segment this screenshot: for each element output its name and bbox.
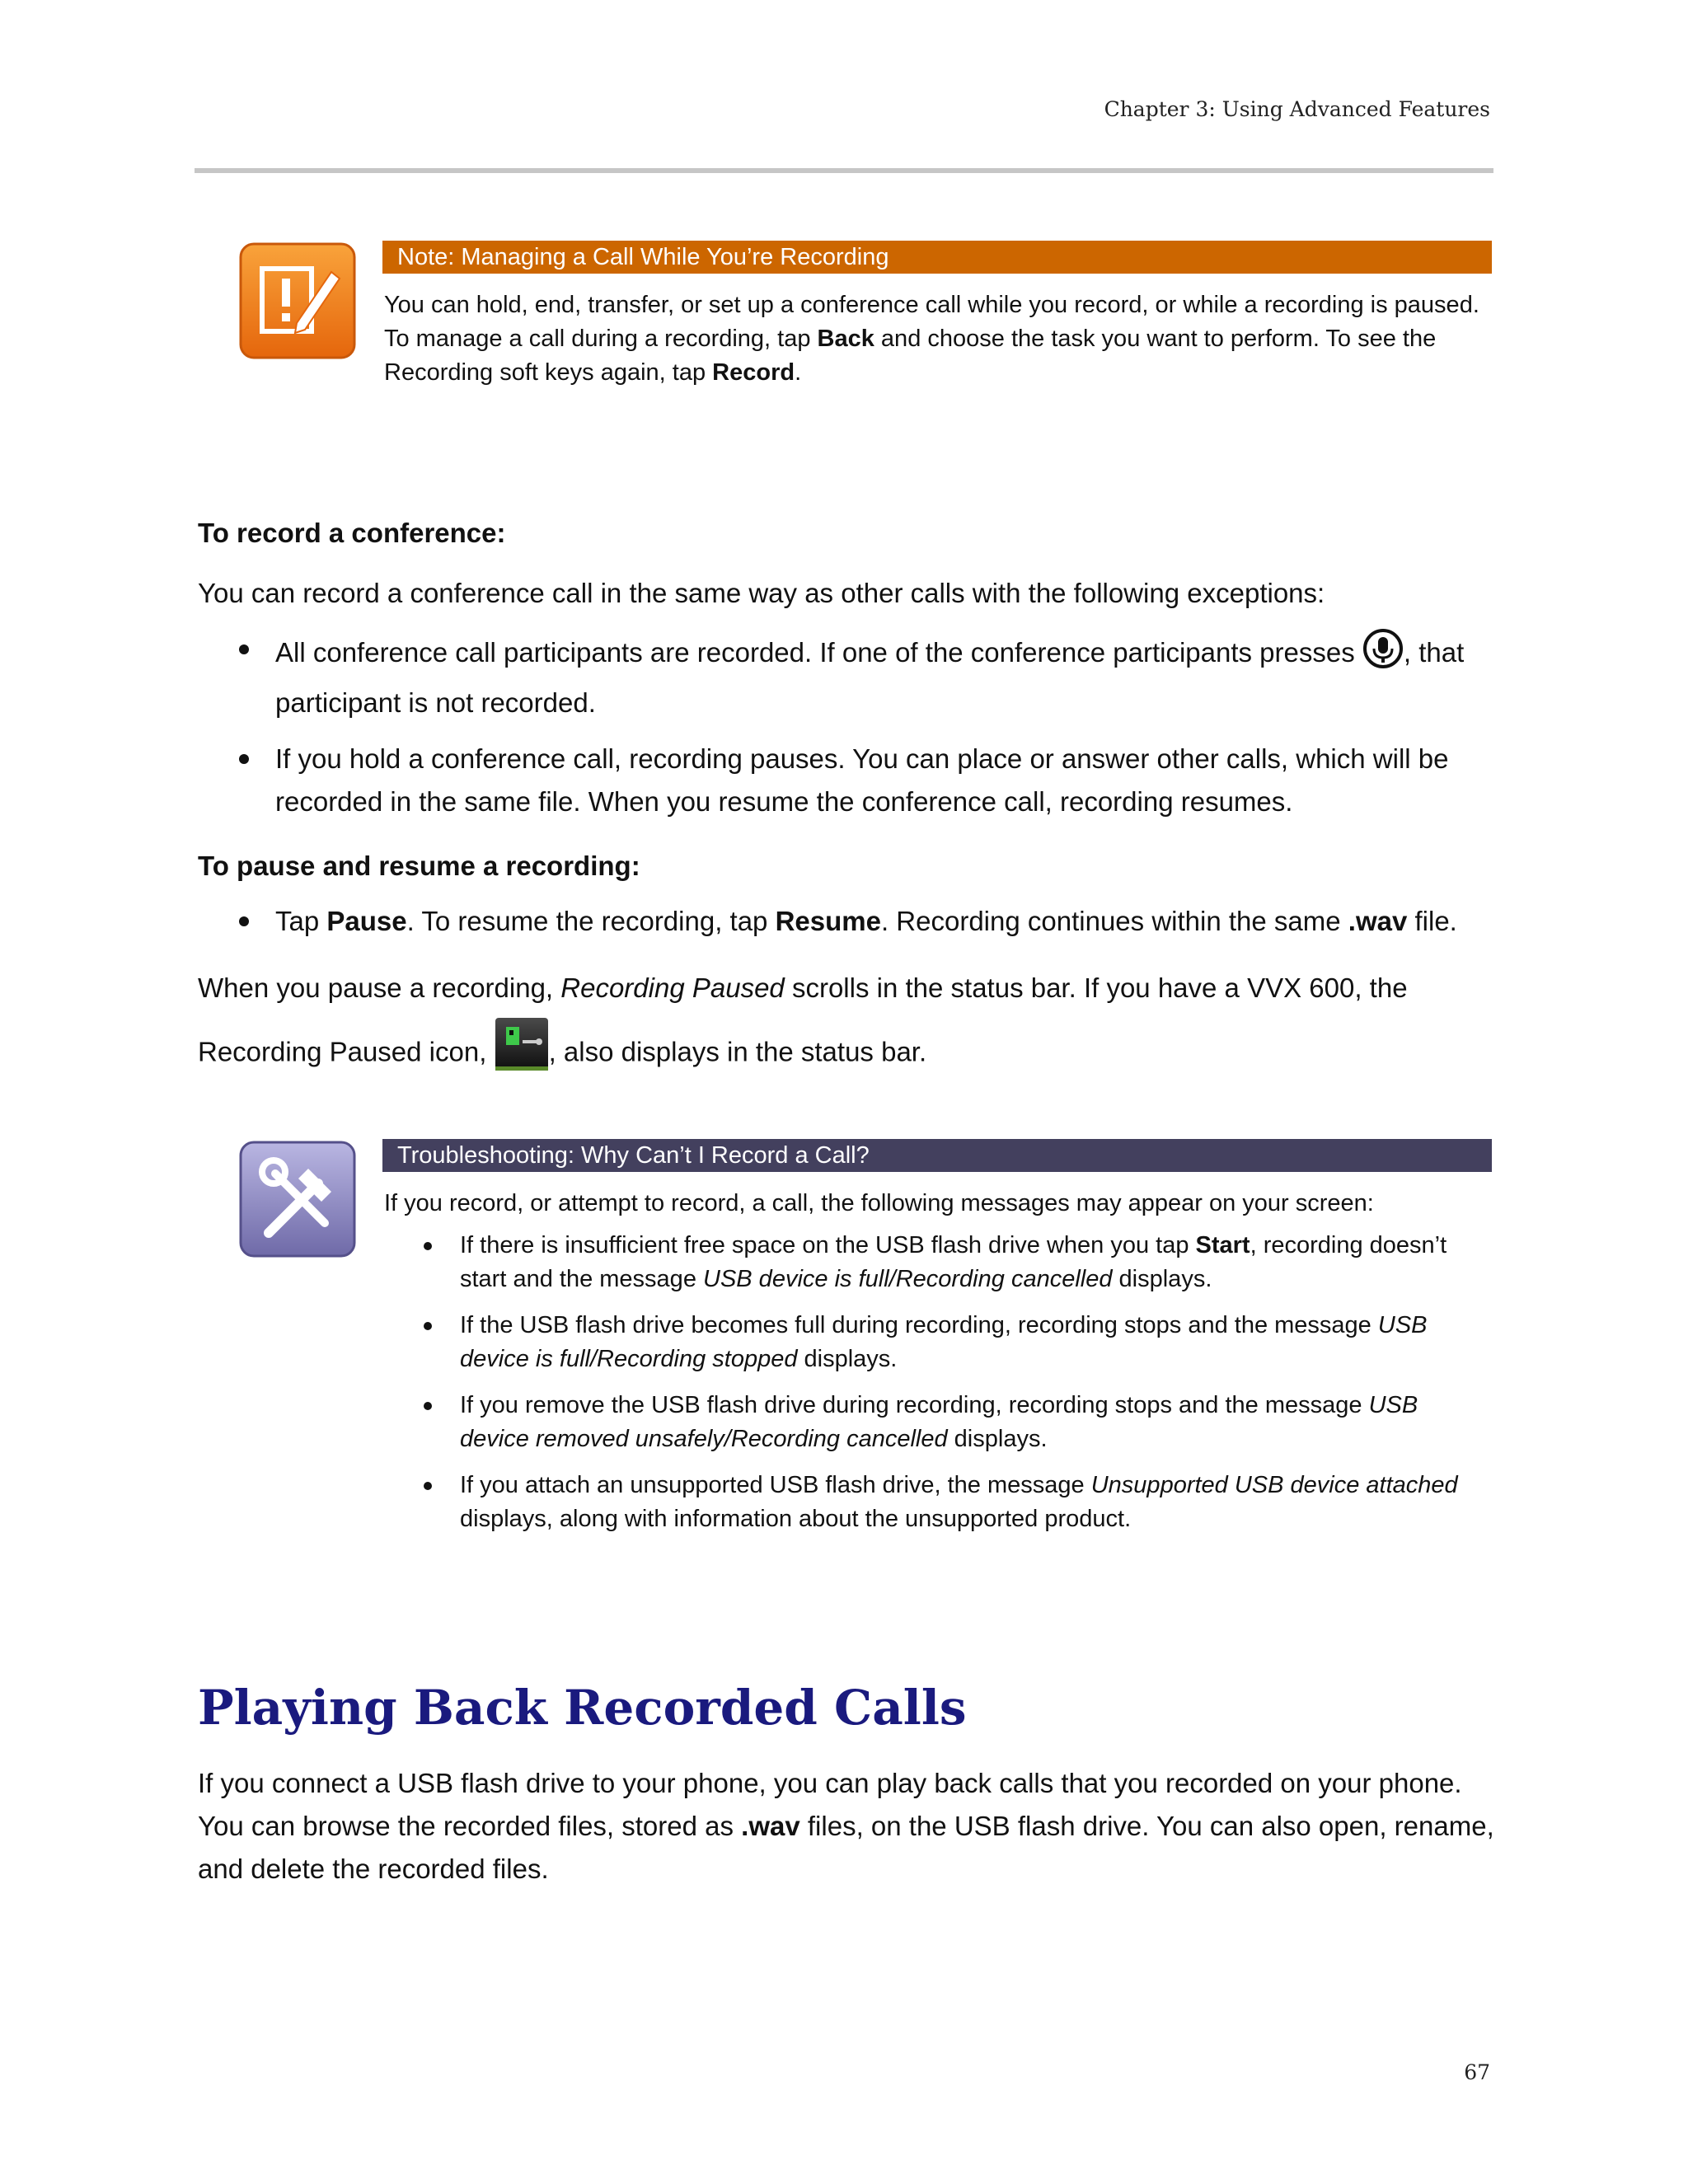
mute-microphone-icon bbox=[1362, 628, 1404, 682]
note-text: You can hold, end, transfer, or set up a conference call while you record, or while a recording is paused. To manage a call during a recording, tap Back and choose the task you want to perform. To see the Recording soft keys again, tap Record. bbox=[384, 292, 1479, 386]
note-callout bbox=[239, 241, 1492, 397]
hammer-wrench-icon bbox=[239, 1141, 356, 1258]
page-number: 67 bbox=[1464, 2060, 1490, 2084]
note-title: Note: Managing a Call While You’re Recording bbox=[382, 241, 1492, 274]
troubleshooting-callout bbox=[239, 1139, 1492, 1543]
section-title: Playing Back Recorded Calls bbox=[198, 1680, 967, 1736]
list-item: If there is insufficient free space on the USB flash drive when you tap Start, recording doesn’t start and the message USB device is full/Recording cancelled displays. bbox=[382, 1229, 1492, 1296]
recording-paused-icon bbox=[495, 1017, 549, 1091]
list-item: If the USB flash drive becomes full during recording, recording stops and the message USB device is full/Recording stopped displays. bbox=[382, 1309, 1492, 1376]
troubleshooting-intro: If you record, or attempt to record, a call, the following messages may appear on your screen: bbox=[384, 1190, 1374, 1216]
conference-bullets bbox=[198, 628, 1500, 837]
conference-heading: To record a conference: bbox=[198, 518, 506, 548]
note-pencil-icon bbox=[239, 242, 356, 359]
list-item: If you attach an unsupported USB flash drive, the message Unsupported USB device attached displays, along with information about the unsupported product. bbox=[382, 1469, 1492, 1536]
list-item: If you remove the USB flash drive during recording, recording stops and the message USB device removed unsafely/Recording cancelled displays. bbox=[382, 1389, 1492, 1456]
running-header: Chapter 3: Using Advanced Features bbox=[1104, 97, 1490, 121]
troubleshooting-title: Troubleshooting: Why Can’t I Record a Call? bbox=[382, 1139, 1492, 1172]
pause-heading: To pause and resume a recording: bbox=[198, 851, 640, 881]
header-divider bbox=[195, 168, 1493, 173]
pause-paragraph: When you pause a recording, Recording Paused scrolls in the status bar. If you have a VVX 600, the Recording Paused icon, , also displays in the status bar. bbox=[198, 959, 1467, 1091]
conference-intro: You can record a conference call in the same way as other calls with the following exceptions: bbox=[198, 578, 1325, 608]
list-item: Tap Pause. To resume the recording, tap Resume. Recording continues within the same .wav file. bbox=[198, 900, 1500, 943]
playback-paragraph: If you connect a USB flash drive to your phone, you can play back calls that you recorded on your phone. You can browse the recorded files, stored as .wav files, on the USB flash drive. You can also open, rename, and delete the recorded files. bbox=[198, 1768, 1494, 1884]
pause-bullets bbox=[198, 900, 1500, 956]
list-item: All conference call participants are recorded. If one of the conference participants presses , that participant is not recorded. bbox=[198, 628, 1500, 724]
troubleshooting-list bbox=[382, 1229, 1492, 1536]
list-item: If you hold a conference call, recording pauses. You can place or answer other calls, which will be recorded in the same file. When you resume the conference call, recording resumes. bbox=[198, 738, 1500, 823]
